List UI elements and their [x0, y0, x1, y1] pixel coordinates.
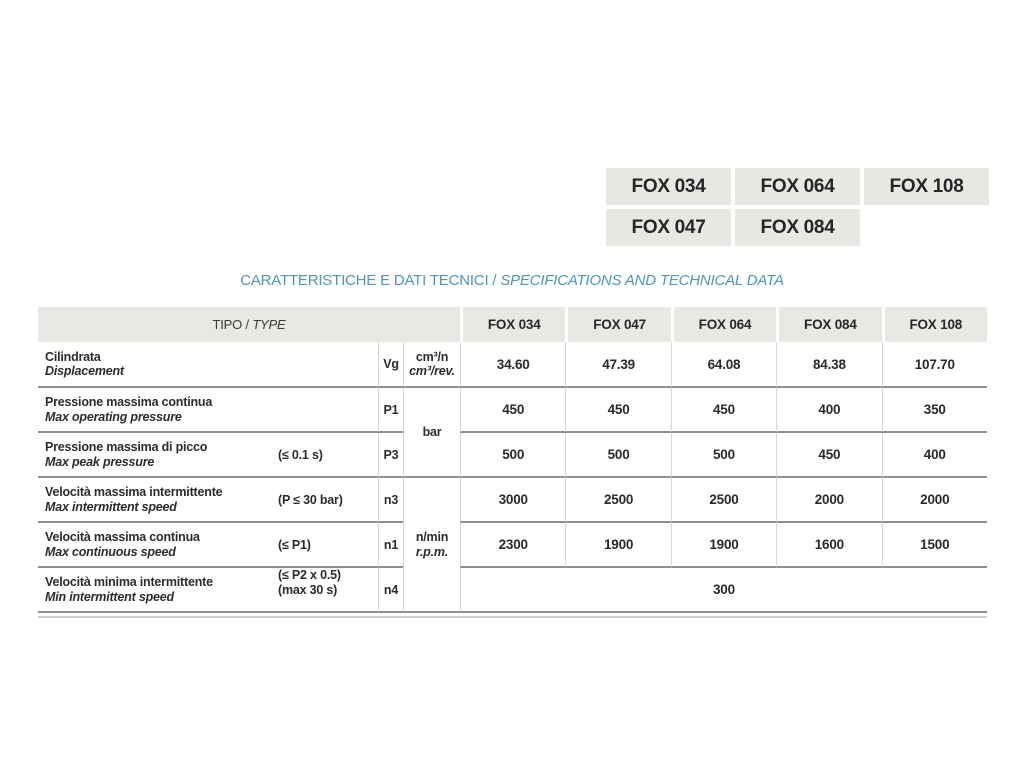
model-badges-row-1 — [606, 168, 989, 205]
row-min-intermittent-speed-symbol: n4 — [378, 568, 403, 613]
value-min-intermittent-speed-all-models: 300 — [460, 568, 987, 613]
value-max-operating-pressure-fox047: 450 — [565, 388, 670, 433]
row-min-intermittent-speed-condition-line1: (≤ P2 x 0.5) — [278, 568, 341, 582]
table-header-fox-064: FOX 064 — [671, 307, 776, 342]
unit-speed — [403, 478, 460, 613]
row-displacement-condition — [270, 342, 378, 388]
value-max-operating-pressure-fox064: 450 — [671, 388, 776, 433]
unit-speed-line2: r.p.m. — [415, 544, 449, 559]
row-max-intermittent-speed-symbol: n3 — [378, 478, 403, 523]
value-max-continuous-speed-fox108: 1500 — [882, 523, 987, 568]
row-max-continuous-speed-condition: (≤ P1) — [270, 523, 378, 568]
row-max-operating-pressure-label — [38, 388, 270, 433]
value-displacement-fox084: 84.38 — [776, 342, 881, 388]
unit-displacement — [403, 342, 460, 388]
table-header-fox-084: FOX 084 — [776, 307, 881, 342]
value-max-intermittent-speed-fox047: 2500 — [565, 478, 670, 523]
row-max-intermittent-speed-condition: (P ≤ 30 bar) — [270, 478, 378, 523]
value-displacement-fox047: 47.39 — [565, 342, 670, 388]
model-badges-row-2 — [606, 209, 860, 246]
table-header-fox-047: FOX 047 — [565, 307, 670, 342]
row-min-intermittent-speed-label — [38, 568, 270, 613]
row-max-peak-pressure-label-en: Max peak pressure — [45, 454, 155, 469]
row-max-peak-pressure-symbol: P3 — [378, 433, 403, 478]
row-min-intermittent-speed-condition — [270, 568, 378, 613]
value-max-operating-pressure-fox108: 350 — [882, 388, 987, 433]
model-badge-fox-064: FOX 064 — [735, 168, 860, 205]
value-max-operating-pressure-fox034: 450 — [460, 388, 565, 433]
row-max-peak-pressure-label-it: Pressione massima di picco — [45, 440, 208, 454]
value-max-continuous-speed-fox084: 1600 — [776, 523, 881, 568]
row-max-continuous-speed-label-en: Max continuous speed — [45, 544, 176, 559]
value-displacement-fox064: 64.08 — [671, 342, 776, 388]
row-max-operating-pressure-symbol: P1 — [378, 388, 403, 433]
value-max-peak-pressure-fox047: 500 — [565, 433, 670, 478]
value-max-intermittent-speed-fox084: 2000 — [776, 478, 881, 523]
row-min-intermittent-speed-label-it: Velocità minima intermittente — [45, 575, 213, 589]
row-displacement-label-en: Displacement — [45, 364, 124, 378]
row-displacement-symbol: Vg — [378, 342, 403, 388]
row-max-continuous-speed-symbol: n1 — [378, 523, 403, 568]
section-title — [0, 272, 1024, 289]
value-max-peak-pressure-fox034: 500 — [460, 433, 565, 478]
model-badge-fox-034: FOX 034 — [606, 168, 731, 205]
model-badge-fox-047: FOX 047 — [606, 209, 731, 246]
table-header-tipo-type — [38, 307, 460, 342]
header-type-label: TYPE — [252, 317, 286, 332]
value-displacement-fox108: 107.70 — [882, 342, 987, 388]
value-max-peak-pressure-fox084: 450 — [776, 433, 881, 478]
section-title-italian: CARATTERISTICHE E DATI TECNICI — [240, 272, 489, 289]
table-bottom-rule — [38, 616, 987, 618]
value-max-peak-pressure-fox064: 500 — [671, 433, 776, 478]
value-max-peak-pressure-fox108: 400 — [882, 433, 987, 478]
unit-pressure: bar — [403, 388, 460, 478]
value-max-continuous-speed-fox034: 2300 — [460, 523, 565, 568]
header-tipo-separator: / — [242, 317, 253, 332]
unit-displacement-line2: cm³/rev. — [409, 364, 455, 378]
value-max-operating-pressure-fox084: 400 — [776, 388, 881, 433]
row-max-continuous-speed-label — [38, 523, 270, 568]
row-max-operating-pressure-label-it: Pressione massima continua — [45, 395, 213, 409]
header-tipo-label: TIPO — [212, 317, 243, 332]
value-max-intermittent-speed-fox108: 2000 — [882, 478, 987, 523]
row-max-operating-pressure-condition — [270, 388, 378, 433]
model-badge-fox-108: FOX 108 — [864, 168, 989, 205]
row-min-intermittent-speed-condition-line2: (max 30 s) — [278, 582, 338, 597]
table-header-fox-034: FOX 034 — [460, 307, 565, 342]
row-max-peak-pressure-condition: (≤ 0.1 s) — [270, 433, 378, 478]
row-max-operating-pressure-label-en: Max operating pressure — [45, 409, 182, 424]
unit-speed-line1: n/min — [415, 530, 449, 544]
table-header-fox-108: FOX 108 — [882, 307, 987, 342]
row-max-intermittent-speed-label-it: Velocità massima intermittente — [45, 485, 223, 499]
section-title-english: SPECIFICATIONS AND TECHNICAL DATA — [500, 272, 784, 289]
value-displacement-fox034: 34.60 — [460, 342, 565, 388]
value-max-intermittent-speed-fox034: 3000 — [460, 478, 565, 523]
row-displacement-label — [38, 342, 270, 388]
value-max-continuous-speed-fox064: 1900 — [671, 523, 776, 568]
row-displacement-label-it: Cilindrata — [45, 349, 101, 364]
row-max-continuous-speed-label-it: Velocità massima continua — [45, 530, 200, 544]
model-badge-fox-084: FOX 084 — [735, 209, 860, 246]
specifications-table — [38, 307, 987, 613]
value-max-intermittent-speed-fox064: 2500 — [671, 478, 776, 523]
row-max-peak-pressure-label — [38, 433, 270, 478]
row-min-intermittent-speed-label-en: Min intermittent speed — [45, 589, 174, 604]
value-max-continuous-speed-fox047: 1900 — [565, 523, 670, 568]
row-max-intermittent-speed-label — [38, 478, 270, 523]
section-title-separator: / — [488, 272, 501, 289]
unit-displacement-line1: cm³/n — [415, 349, 449, 364]
row-max-intermittent-speed-label-en: Max intermittent speed — [45, 499, 177, 514]
